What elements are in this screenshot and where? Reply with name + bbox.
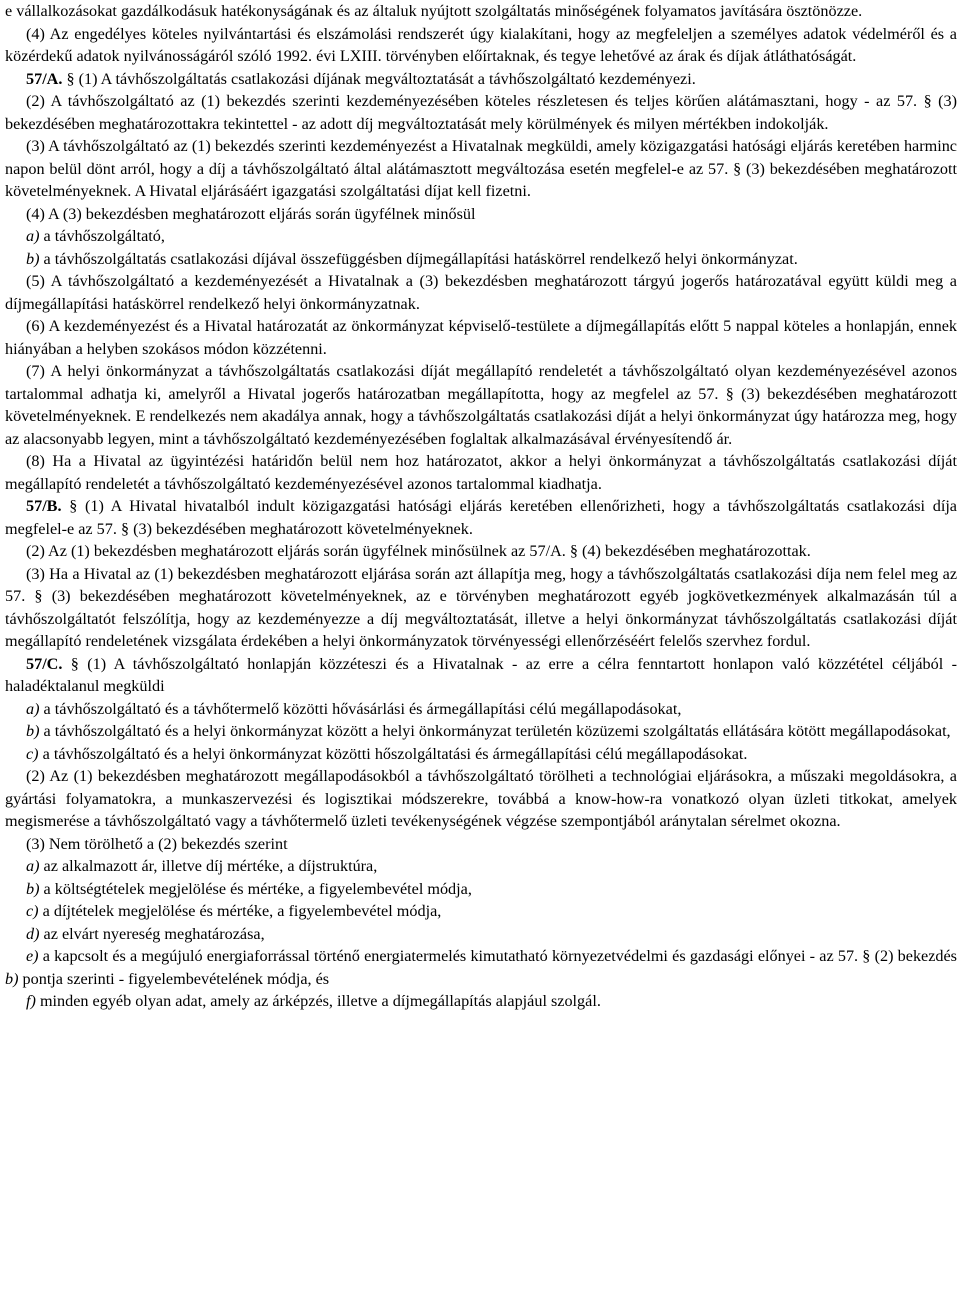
paragraph-text: a távhőszolgáltató és a helyi önkormányzat között a helyi önkormányzat területén közüzemi szolgáltatás ellátására kötött megállapodásokat, — [39, 722, 951, 740]
paragraph-text: (2) A távhőszolgáltató az (1) bekezdés szerinti kezdeményezésében köteles részletesen és teljes körűen alátámasztani, hogy - az 57. § (3) bekezdésében meghatározottakra tekintettel - az adott díj megváltoztatását mely körülmények és milyen mértékben indokolják. — [5, 92, 957, 133]
paragraph-text: (3) A távhőszolgáltató az (1) bekezdés szerinti kezdeményezést a Hivatalnak megküldi, amely közigazgatási hatósági eljárás keretében harminc napon belül dönt arról, hogy a díj a távhőszolgáltató által alátámasztott megváltozása esetén megfelel-e az 57. § (3) bekezdésében meghatározott követelményeknek. A Hivatal eljárásáért igazgatási szolgáltatási díjat kell fizetni. — [5, 137, 957, 200]
paragraph — [5, 720, 957, 743]
list-marker: b) — [26, 879, 40, 898]
paragraph-text: (3) Nem törölhető a (2) bekezdés szerint — [26, 834, 288, 853]
list-marker: a) — [26, 227, 40, 245]
list-marker: b) — [5, 969, 19, 988]
paragraph-text: a kapcsolt és a megújuló energiaforrással történő energiatermelés kimutatható környezetvédelmi és gazdasági előnyei - az 57. § (2) bekezdés — [38, 947, 957, 965]
paragraph — [5, 225, 957, 248]
paragraph-text: a távhőszolgáltató és a helyi önkormányzat közötti hőszolgáltatási és ármegállapítási célú megállapodásokat. — [38, 744, 748, 763]
paragraph — [5, 68, 957, 91]
list-marker: f) — [26, 992, 36, 1010]
paragraph-text: minden egyéb olyan adat, amely az árképzés, illetve a díjmegállapítás alapjául szolgál. — [35, 992, 601, 1010]
paragraph — [5, 833, 957, 856]
paragraph-text: az alkalmazott ár, illetve díj mértéke, a díjstruktúra, — [39, 857, 378, 875]
paragraph-text: (8) Ha a Hivatal az ügyintézési határidőn belül nem hoz határozatot, akkor a helyi önkormányzat a távhőszolgáltatás csatlakozási díját megállapító rendeletét a távhőszolgáltató kezdeményezésével azonos tartalommal kiadhatja. — [5, 452, 957, 493]
paragraph — [5, 855, 957, 878]
paragraph-text: § (1) A távhőszolgáltató honlapján közzéteszi és a Hivatalnak - az erre a célra fenntartott honlapon való közzététel céljából - haladéktalanul megküldi — [5, 654, 957, 695]
paragraph-text: § (1) A távhőszolgáltatás csatlakozási díjának megváltoztatását a távhőszolgáltató kezdeményezi. — [62, 69, 696, 88]
section-number: 57/C. — [26, 654, 63, 673]
section-number: 57/A. — [26, 69, 63, 88]
paragraph — [5, 360, 957, 450]
paragraph-text: § (1) A Hivatal hivatalból indult közigazgatási hatósági eljárás keretében ellenőrizheti, hogy a távhőszolgáltatás csatlakozási díja megfelel-e az 57. § (3) bekezdésében meghatározott követelményeknek. — [5, 497, 957, 538]
paragraph-text: a díjtételek megjelölése és mértéke, a figyelembevétel módja, — [38, 902, 442, 920]
paragraph — [5, 653, 957, 698]
paragraph-text: (3) Ha a Hivatal az (1) bekezdésben meghatározott eljárása során azt állapítja meg, hogy a távhőszolgáltatás csatlakozási díja nem felel meg az 57. § (3) bekezdésében meghatározott követelményeknek, az e törvényben meghatározott egyéb jogkövetkezmények alkalmazásán túl a távhőszolgáltatót felszólítja, hogy az kezdeményezze a díj megváltoztatását, illetve a helyi önkormányzat távhőszolgáltatás csatlakozási díját megállapító rendeletének vizsgálata érdekében a helyi önkormányzatok törvényességi ellenőrzéséért felelős szervhez fordul. — [5, 564, 957, 650]
paragraph — [5, 878, 957, 901]
list-marker: c) — [26, 902, 39, 920]
paragraph — [5, 990, 957, 1013]
paragraph — [5, 450, 957, 495]
paragraph-text: (2) Az (1) bekezdésben meghatározott eljárás során ügyfélnek minősülnek az 57/A. § (4) bekezdésében meghatározottak. — [26, 542, 811, 560]
paragraph-text: e vállalkozásokat gazdálkodásuk hatékonyságának és az általuk nyújtott szolgáltatás minőségének folyamatos javítására ösztönözze. — [5, 2, 863, 20]
paragraph-text: a költségtételek megjelölése és mértéke, a figyelembevétel módja, — [39, 879, 472, 898]
paragraph — [5, 90, 957, 135]
list-marker: b) — [26, 249, 40, 268]
paragraph-text: (7) A helyi önkormányzat a távhőszolgáltatás csatlakozási díját megállapító rendeletét a távhőszolgáltató olyan kezdeményezésével azonos tartalommal adhatja ki, amelyről a Hivatal jogerős határozatban megállapította, hogy az megfelel az 57. § (3) bekezdésében meghatározott követelményeknek. E rendelkezés nem akadálya annak, hogy a távhőszolgáltatás csatlakozási díját a helyi önkormányzat úgy határozza meg, hogy az alacsonyabb legyen, mint a távhőszolgáltató kezdeményezésében foglaltak alkalmazásával érvényesítendő ár. — [5, 362, 957, 448]
paragraph — [5, 248, 957, 271]
paragraph — [5, 203, 957, 226]
paragraph — [5, 0, 957, 23]
paragraph-text: pontja szerinti - figyelembevételének módja, és — [18, 969, 330, 988]
list-marker: a) — [26, 699, 40, 718]
paragraph — [5, 495, 957, 540]
paragraph-text: az elvárt nyereség meghatározása, — [39, 924, 265, 943]
paragraph — [5, 135, 957, 203]
list-marker: b) — [26, 722, 40, 740]
paragraph — [5, 540, 957, 563]
paragraph-text: a távhőszolgáltatás csatlakozási díjával összefüggésben díjmegállapítási hatáskörrel rendelkező helyi önkormányzat. — [39, 249, 798, 268]
list-marker: e) — [26, 947, 39, 965]
paragraph-text: (6) A kezdeményezést és a Hivatal határozatát az önkormányzat képviselő-testülete a díjmegállapítás előtt 5 nappal köteles a honlapján, ennek hiányában a helyben szokásos módon közzétenni. — [5, 317, 957, 358]
list-marker: d) — [26, 924, 40, 943]
paragraph-text: (2) Az (1) bekezdésben meghatározott megállapodásokból a távhőszolgáltató törölheti a technológiai eljárásokra, a műszaki megoldásokra, a gyártási folyamatokra, a munkaszervezési és logisztikai módszerekre, továbbá a know-how-ra vonatkozó olyan üzleti titkokat, amelyek megismerése a távhőszolgáltató vagy a távhőtermelő üzleti tevékenységének végzése szempontjából aránytalan sérelmet okozna. — [5, 767, 957, 830]
paragraph — [5, 23, 957, 68]
paragraph-text: (4) Az engedélyes köteles nyilvántartási és elszámolási rendszerét úgy kialakítani, hogy az megfeleljen a személyes adatok védelméről és a közérdekű adatok nyilvánosságáról szóló 1992. évi LXIII. törvényben előírtaknak, és tegye lehetővé az árak és díjak átláthatóságát. — [5, 24, 957, 65]
paragraph — [5, 945, 957, 990]
paragraph-text: (5) A távhőszolgáltató a kezdeményezését a Hivatalnak a (3) bekezdésben meghatározott tárgyú jogerős határozatával együtt küldi meg a díjmegállapítási hatáskörrel rendelkező helyi önkormányzatnak. — [5, 272, 957, 313]
paragraph — [5, 743, 957, 766]
paragraph — [5, 923, 957, 946]
section-number: 57/B. — [26, 497, 62, 515]
paragraph-text: a távhőszolgáltató és a távhőtermelő közötti hővásárlási és ármegállapítási célú megállapodásokat, — [39, 699, 682, 718]
paragraph — [5, 698, 957, 721]
paragraph — [5, 315, 957, 360]
paragraph-text: (4) A (3) bekezdésben meghatározott eljárás során ügyfélnek minősül — [26, 204, 476, 223]
paragraph — [5, 765, 957, 833]
paragraph — [5, 900, 957, 923]
paragraph-text: a távhőszolgáltató, — [39, 227, 165, 245]
list-marker: a) — [26, 857, 40, 875]
paragraph — [5, 563, 957, 653]
paragraph — [5, 270, 957, 315]
list-marker: c) — [26, 744, 39, 763]
document-body — [5, 0, 957, 1013]
